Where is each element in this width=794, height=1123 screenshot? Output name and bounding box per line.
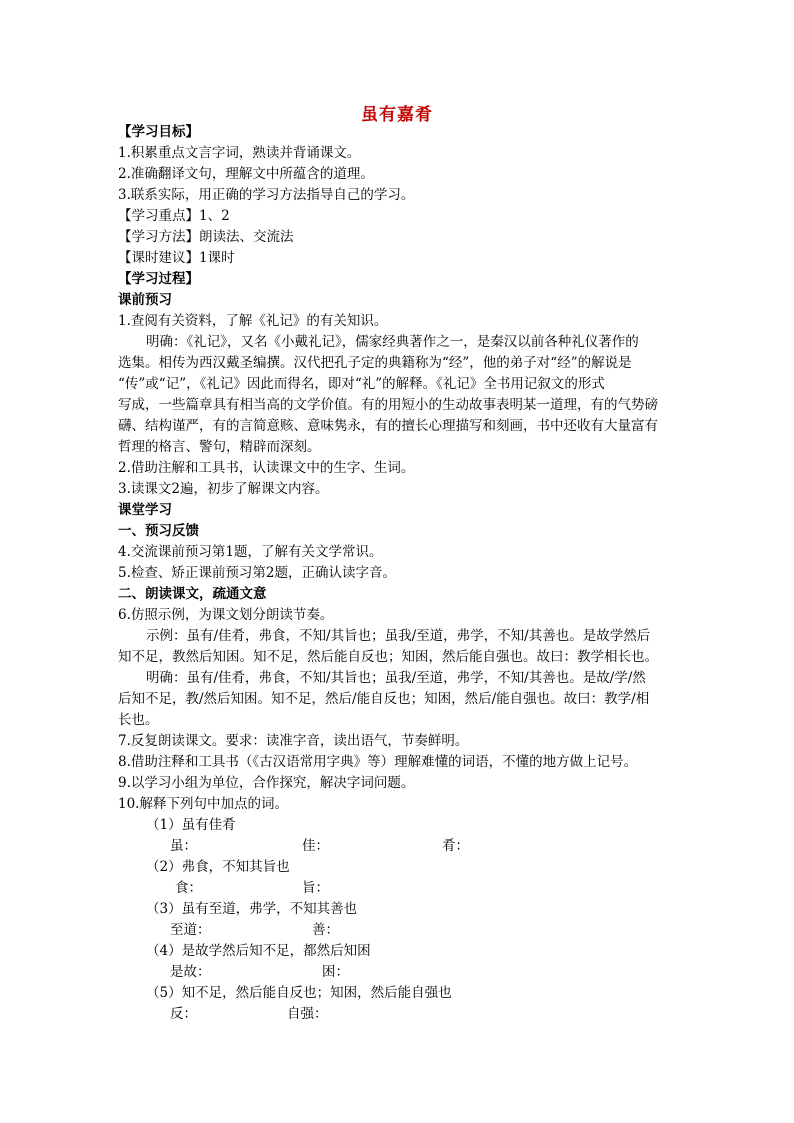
subsection-heading-class: 课堂学习 (118, 502, 172, 518)
answer-paragraph-line: 明确：《礼记》，又名《小戴礼记》，儒家经典著作之一，是秦汉以前各种礼仪著作的 (146, 334, 639, 350)
goal-item: 2.准确翻译文句，理解文中所蕴含的道理。 (118, 166, 374, 182)
section-heading-process: 【学习过程】 (118, 271, 199, 287)
blank-label: 至道： (170, 922, 211, 938)
question-sentence: （2）弗食，不知其旨也 (146, 859, 290, 875)
blank-label: 肴： (442, 838, 469, 854)
blank-label: 虽： (170, 838, 197, 854)
answer-paragraph-line: 选集。相传为西汉戴圣编撰。汉代把孔子定的典籍称为“经”，他的弟子对“经”的解说是 (118, 355, 632, 371)
answer-paragraph-line: 礴、结构谨严，有的言简意赅、意味隽永，有的擅长心理描写和刻画，书中还收有大量富有 (118, 418, 658, 434)
question-sentence: （3）虽有至道，弗学，不知其善也 (146, 901, 358, 917)
answer-paragraph-line: “传”或“记”，《礼记》因此而得名，即对“礼”的解释。《礼记》全书用记叙文的形式 (118, 376, 605, 392)
answer-paragraph-line: 哲理的格言、警句，精辟而深刻。 (118, 439, 321, 455)
section-heading-goals: 【学习目标】 (118, 124, 199, 140)
question-sentence: （4）是故学然后知不足，都然后知困 (146, 943, 371, 959)
part-heading-reading: 二、朗读课文，疏通文意 (118, 586, 267, 602)
class-item: 9.以学习小组为单位，合作探究，解决字词问题。 (118, 775, 415, 791)
blank-label: 是故： (170, 964, 211, 980)
question-sentence: （1）虽有佳肴 (146, 817, 236, 833)
blank-label: 善： (312, 922, 339, 938)
class-item: 6.仿照示例，为课文划分朗读节奏。 (118, 607, 334, 623)
preview-item: 1.查阅有关资料，了解《礼记》的有关知识。 (118, 313, 388, 329)
blank-label: 旨： (302, 880, 329, 896)
answer-line: 明确：虽有/佳肴，弗食，不知/其旨也；虽我/至道，弗学，不知/其善也。是故/学/然 (146, 670, 646, 686)
answer-line: 后知不足，教/然后知困。知不足，然后/能自反也；知困，然后/能自强也。故曰：教学/相 (118, 691, 650, 707)
blank-label: 困： (322, 964, 349, 980)
blank-label: 佳： (302, 838, 329, 854)
subsection-heading-preview: 课前预习 (118, 292, 172, 308)
page-title: 虽有嘉肴 (361, 105, 433, 125)
example-line: 知不足，教然后知困。知不足，然后能自反也；知困，然后能自强也。故曰：教学相长也。 (118, 649, 658, 665)
key-points: 【学习重点】1、2 (118, 208, 230, 224)
blank-label: 反： (170, 1006, 197, 1022)
question-sentence: （5）知不足，然后能自反也；知困，然后能自强也 (146, 985, 452, 1001)
blank-label: 食： (175, 880, 202, 896)
part-heading-feedback: 一、预习反馈 (118, 523, 199, 539)
class-item: 10.解释下列句中加点的词。 (118, 796, 288, 812)
preview-item: 2.借助注解和工具书，认读课文中的生字、生词。 (118, 460, 415, 476)
answer-paragraph-line: 写成，一些篇章具有相当高的文学价值。有的用短小的生动故事表明某一道理，有的气势磅 (118, 397, 658, 413)
class-item: 5.检查、矫正课前预习第2题，正确认读字音。 (118, 565, 396, 581)
answer-line: 长也。 (118, 712, 159, 728)
preview-item: 3.读课文2遍，初步了解课文内容。 (118, 481, 329, 497)
class-item: 7.反复朗读课文。要求：读准字音，读出语气，节奏鲜明。 (118, 733, 469, 749)
class-hours: 【课时建议】1课时 (118, 250, 235, 266)
class-item: 4.交流课前预习第1题，了解有关文学常识。 (118, 544, 383, 560)
example-line: 示例：虽有/佳肴，弗食，不知/其旨也；虽我/至道，弗学，不知/其善也。是故学然后 (146, 628, 651, 644)
class-item: 8.借助注释和工具书（《古汉语常用字典》等）理解难懂的词语，不懂的地方做上记号。 (118, 754, 638, 770)
goal-item: 1.积累重点文言字词，熟读并背诵课文。 (118, 145, 361, 161)
study-method: 【学习方法】朗读法、交流法 (118, 229, 294, 245)
goal-item: 3.联系实际，用正确的学习方法指导自己的学习。 (118, 187, 415, 203)
blank-label: 自强： (287, 1006, 328, 1022)
